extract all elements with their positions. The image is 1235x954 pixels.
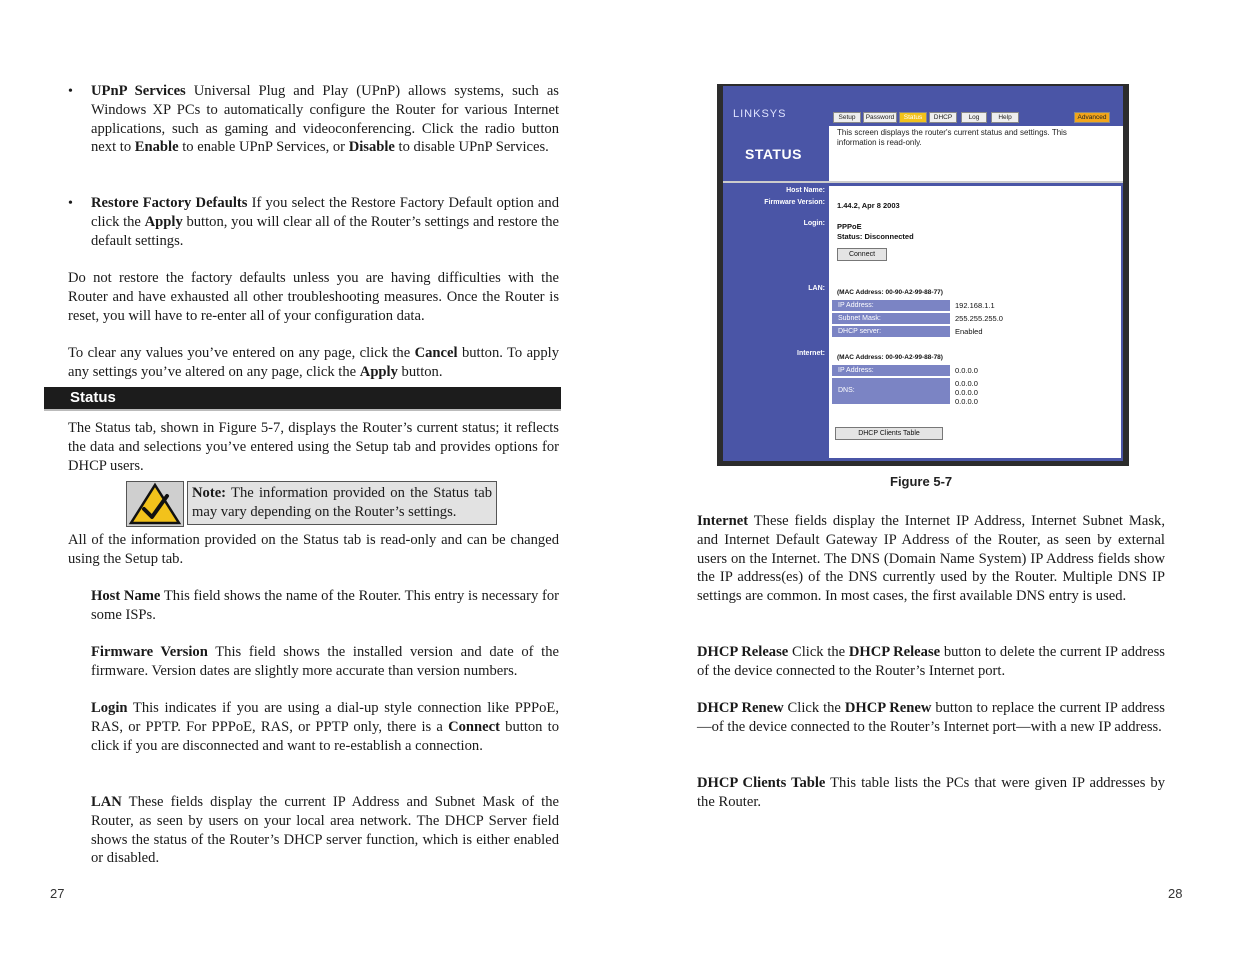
label-lan: LAN:: [808, 285, 825, 292]
status-intro-paragraph: The Status tab, shown in Figure 5-7, displays the Router’s current status; it reflects the data and selections you’ve entered using the Setup tab and provides options for DHCP users.: [68, 420, 559, 474]
dhcp-renew-paragraph: DHCP Renew Click the DHCP Renew button to replace the current IP address—of the device connected to the Router’s Internet port—with a new IP address.: [697, 700, 1165, 735]
warning-paragraph: Do not restore the factory defaults unless you are having difficulties with the Router and have exhausted all other troubleshooting measures. Once the Router is reset, you will have to re-enter all of your configuration data.: [68, 270, 559, 324]
tab-password[interactable]: Password: [863, 112, 897, 123]
tab-dhcp[interactable]: DHCP: [929, 112, 957, 123]
internet-mac-value: (MAC Address: 00-90-A2-99-88-78): [837, 354, 943, 361]
label-internet: Internet:: [797, 350, 825, 357]
hostname-paragraph: Host Name This field shows the name of the Router. This entry is necessary for some ISPs.: [91, 588, 560, 623]
router-status-screenshot: [717, 84, 1129, 466]
screenshot-description-area: [829, 126, 1123, 182]
lan-paragraph: LAN These fields display the current IP Address and Subnet Mask of the Router, as seen by users on your local area network. The DHCP Server field shows the status of the Router’s DHCP server function, which is either enabled or disabled.: [91, 794, 559, 867]
dns-label: DNS:: [831, 377, 951, 405]
cancel-apply-paragraph: To clear any values you’ve entered on any page, click the Cancel button. To apply any settings you’ve altered on any page, click the Apply button.: [68, 345, 559, 380]
dhcp-release-paragraph: DHCP Release Click the DHCP Release button to delete the current IP address of the device connected to the Router’s Internet port.: [697, 644, 1165, 679]
lan-subnet-label: Subnet Mask:: [831, 312, 951, 325]
connect-button[interactable]: Connect: [837, 248, 887, 261]
lan-dhcp-value: Enabled: [955, 327, 983, 336]
section-header-status: Status: [44, 387, 561, 411]
dhcp-clients-table-button[interactable]: DHCP Clients Table: [835, 427, 943, 440]
tab-advanced[interactable]: Advanced: [1074, 112, 1110, 123]
figure-caption: Figure 5-7: [890, 474, 953, 489]
internet-paragraph: Internet These fields display the Internet IP Address, Internet Subnet Mask, and Internet Default Gateway IP Address of the Router, as seen by external users on the Internet. The DNS (Domain Name System) IP Address fields show the IP address(es) of the DNS currently used by the Router. Multiple DNS IP settings are common. In most cases, the first available DNS entry is used.: [697, 513, 1165, 605]
lan-ip-label: IP Address:: [831, 299, 951, 312]
lan-mac-value: (MAC Address: 00-90-A2-99-88-77): [837, 289, 943, 296]
screenshot-description: This screen displays the router's current status and settings. This information is read-only.: [837, 128, 1067, 147]
screenshot-content: [829, 186, 1121, 458]
readonly-paragraph: All of the information provided on the Status tab is read-only and can be changed using the Setup tab.: [68, 532, 559, 567]
upnp-paragraph: UPnP Services Universal Plug and Play (UPnP) allows systems, such as Windows XP PCs to automatically configure the Router for various Internet applications, such as gaming and videoconferencing. Click the radio button next to Enable to enable UPnP Services, or Disable to disable UPnP Services.: [91, 83, 559, 156]
label-login: Login:: [803, 220, 825, 227]
firmware-paragraph: Firmware Version This field shows the installed version and date of the firmware. Version dates are slightly more accurate than version numbers.: [91, 644, 559, 679]
internet-ip-value: 0.0.0.0: [955, 366, 978, 375]
screenshot-header: [723, 86, 1123, 181]
note-check-icon: [126, 481, 184, 527]
restore-paragraph: Restore Factory Defaults If you select the Restore Factory Default option and click the Apply button, you will clear all of the Router’s settings and restore the default settings.: [91, 195, 559, 249]
linksys-logo: LINKSYS: [733, 108, 787, 120]
login-status-value: Status: Disconnected: [837, 232, 914, 241]
login-type-value: PPPoE: [837, 222, 862, 231]
note-box: Note: The information provided on the Status tab may vary depending on the Router’s settings.: [187, 481, 497, 525]
screenshot-body: [723, 181, 1123, 461]
label-firmware: Firmware Version:: [764, 199, 825, 206]
page-number-right: 28: [1168, 886, 1183, 901]
lan-ip-value: 192.168.1.1: [955, 301, 995, 310]
tab-status[interactable]: Status: [899, 112, 927, 123]
tab-help[interactable]: Help: [991, 112, 1019, 123]
login-paragraph: Login This indicates if you are using a dial-up style connection like PPPoE, RAS, or PPTP. For PPPoE, RAS, or PPTP only, there is a Connect button to click if you are disconnected and want to re-establish a connection.: [91, 700, 559, 754]
bullet: •: [68, 196, 73, 211]
lan-subnet-value: 255.255.255.0: [955, 314, 1003, 323]
tab-log[interactable]: Log: [961, 112, 987, 123]
dns-value-1: 0.0.0.0: [955, 379, 978, 388]
screenshot-title: STATUS: [745, 146, 802, 162]
firmware-value: 1.44.2, Apr 8 2003: [837, 201, 900, 210]
lan-dhcp-label: DHCP server:: [831, 325, 951, 338]
dns-value-3: 0.0.0.0: [955, 397, 978, 406]
dns-value-2: 0.0.0.0: [955, 388, 978, 397]
bullet: •: [68, 84, 73, 99]
page-number-left: 27: [50, 886, 65, 901]
tab-setup[interactable]: Setup: [833, 112, 861, 123]
label-host-name: Host Name:: [786, 187, 825, 194]
dhcp-clients-paragraph: DHCP Clients Table This table lists the PCs that were given IP addresses by the Router.: [697, 775, 1165, 810]
internet-ip-label: IP Address:: [831, 364, 951, 377]
